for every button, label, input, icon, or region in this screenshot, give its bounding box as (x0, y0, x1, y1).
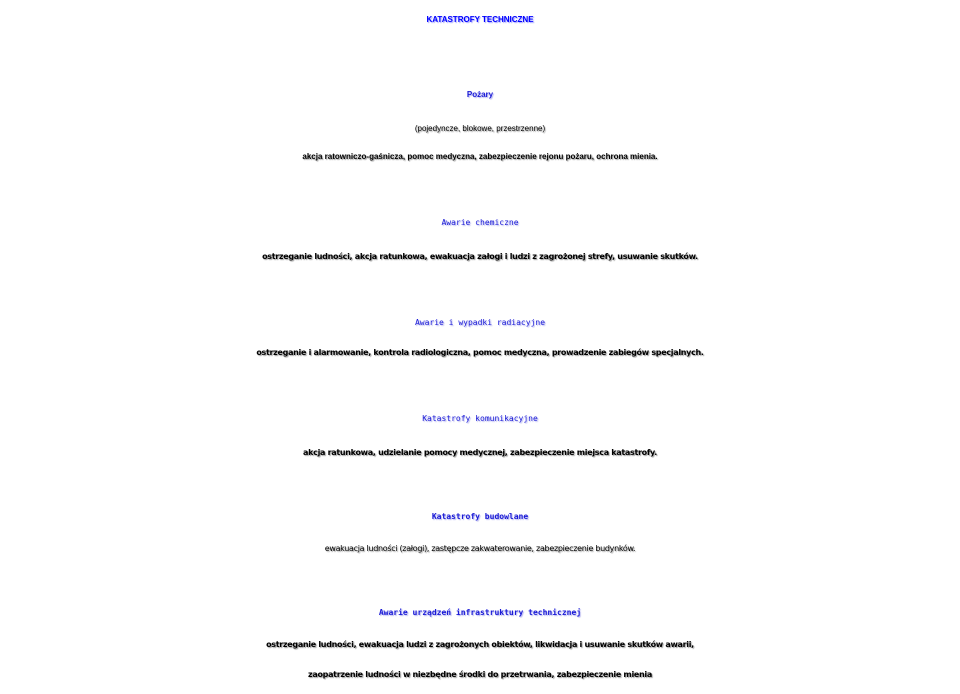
section-chemical-description: ostrzeganie ludności, akcja ratunkowa, ewakuacja załogi i ludzi z zagrożonej strefy, usuwanie skutków. (262, 252, 698, 261)
section-heading-fires: Pożary (466, 90, 494, 99)
section-heading-construction: Katastrofy budowlane (431, 512, 529, 521)
section-heading-chemical: Awarie chemiczne (441, 218, 519, 227)
section-fires-subtitle: (pojedyncze, blokowe, przestrzenne) (414, 124, 546, 133)
page-title: KATASTROFY TECHNICZNE (426, 15, 534, 24)
section-infrastructure-description-2: zaopatrzenie ludności w niezbędne środki do przetrwania, zabezpieczenie mienia (308, 670, 652, 679)
section-infrastructure-description-1: ostrzeganie ludności, ewakuacja ludzi z zagrożonych obiektów, likwidacja i usuwanie skutków awarii, (266, 640, 694, 649)
section-heading-transport: Katastrofy komunikacyjne (422, 414, 538, 423)
section-construction-description: ewakuacja ludności (załogi), zastępcze zakwaterowanie, zabezpieczenie budynków. (324, 544, 636, 553)
section-fires-description: akcja ratowniczo-gaśnicza, pomoc medyczna, zabezpieczenie rejonu pożaru, ochrona mienia. (302, 152, 658, 161)
section-radiation-description: ostrzeganie i alarmowanie, kontrola radiologiczna, pomoc medyczna, prowadzenie zabiegów specjalnych. (256, 348, 704, 357)
section-heading-infrastructure: Awarie urządzeń infrastruktury technicznej (378, 608, 582, 617)
section-transport-description: akcja ratunkowa, udzielanie pomocy medycznej, zabezpieczenie miejsca katastrofy. (303, 448, 657, 457)
section-heading-radiation: Awarie i wypadki radiacyjne (414, 318, 546, 327)
